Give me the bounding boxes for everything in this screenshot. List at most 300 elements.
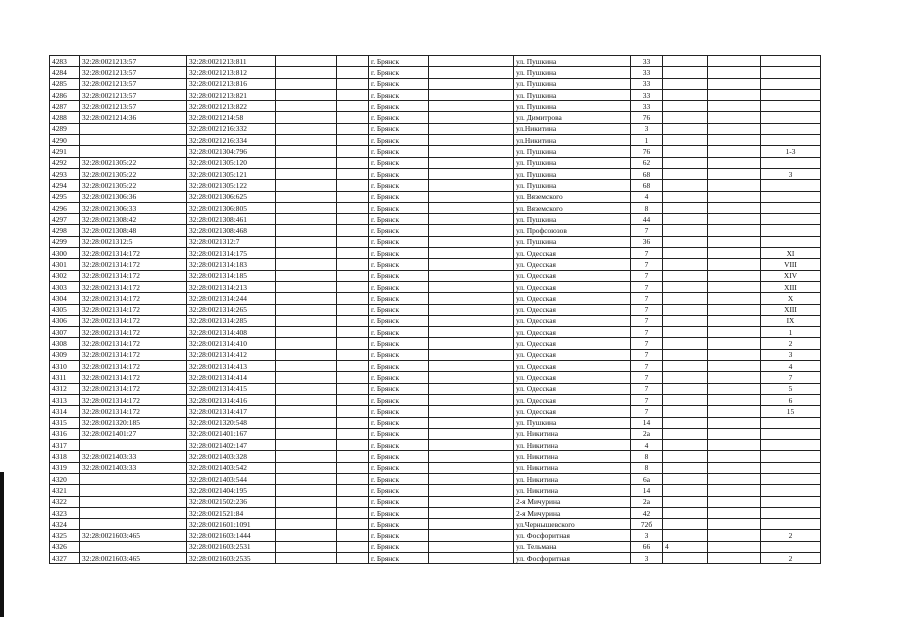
empty-cell: [429, 361, 514, 372]
city-cell: г. Брянск: [369, 372, 429, 383]
empty-cell: [429, 304, 514, 315]
street-cell: ул. Пушкина: [514, 67, 631, 78]
table-row: [50, 473, 821, 484]
cadastral-number-cell: 32:28:0021213:812: [187, 67, 276, 78]
house-number-cell: 66: [631, 541, 663, 552]
empty-cell: [337, 78, 369, 89]
apartment-cell: [761, 541, 821, 552]
cadastral-number-cell: 32:28:0021502:236: [187, 496, 276, 507]
parent-cadastral-number-cell: 32:28:0021320:185: [80, 417, 187, 428]
apartment-cell: [761, 485, 821, 496]
record-number-cell: 4327: [50, 553, 80, 564]
empty-cell: [429, 383, 514, 394]
empty-cell: [276, 146, 337, 157]
house-number-cell: 7: [631, 270, 663, 281]
parent-cadastral-number-cell: 32:28:0021214:36: [80, 112, 187, 123]
apartment-cell: XI: [761, 248, 821, 259]
building-cell: [663, 112, 708, 123]
building-cell: [663, 67, 708, 78]
city-cell: г. Брянск: [369, 451, 429, 462]
empty-cell: [429, 315, 514, 326]
empty-cell: [337, 530, 369, 541]
building-cell: [663, 496, 708, 507]
record-number-cell: 4300: [50, 248, 80, 259]
table-row: [50, 519, 821, 530]
apartment-cell: IX: [761, 315, 821, 326]
building-cell: [663, 473, 708, 484]
parent-cadastral-number-cell: [80, 440, 187, 451]
empty-cell: [276, 440, 337, 451]
cadastral-number-cell: 32:28:0021401:167: [187, 428, 276, 439]
city-cell: г. Брянск: [369, 394, 429, 405]
building-cell: [663, 361, 708, 372]
city-cell: г. Брянск: [369, 248, 429, 259]
house-number-cell: 76: [631, 112, 663, 123]
apartment-cell: X: [761, 293, 821, 304]
street-cell: ул. Одесская: [514, 315, 631, 326]
cadastral-number-cell: 32:28:0021214:58: [187, 112, 276, 123]
empty-cell: [429, 519, 514, 530]
house-number-cell: 14: [631, 485, 663, 496]
house-number-cell: 44: [631, 214, 663, 225]
empty-cell: [337, 462, 369, 473]
street-cell: 2-я Мичурина: [514, 507, 631, 518]
record-number-cell: 4320: [50, 473, 80, 484]
apartment-cell: [761, 191, 821, 202]
table-row: [50, 541, 821, 552]
building-cell: 4: [663, 541, 708, 552]
house-number-cell: 14: [631, 417, 663, 428]
city-cell: г. Брянск: [369, 101, 429, 112]
cadastral-number-cell: 32:28:0021403:328: [187, 451, 276, 462]
scan-edge-mark: [0, 472, 4, 617]
cadastral-number-cell: 32:28:0021216:332: [187, 123, 276, 134]
empty-cell: [276, 496, 337, 507]
empty-cell: [708, 428, 761, 439]
empty-cell: [276, 248, 337, 259]
empty-cell: [708, 202, 761, 213]
empty-cell: [429, 146, 514, 157]
parent-cadastral-number-cell: 32:28:0021314:172: [80, 349, 187, 360]
table-row: [50, 157, 821, 168]
empty-cell: [276, 259, 337, 270]
cadastral-number-cell: 32:28:0021314:410: [187, 338, 276, 349]
building-cell: [663, 135, 708, 146]
empty-cell: [429, 202, 514, 213]
house-number-cell: 8: [631, 202, 663, 213]
table-row: [50, 496, 821, 507]
street-cell: ул. Пушкина: [514, 157, 631, 168]
parent-cadastral-number-cell: [80, 146, 187, 157]
apartment-cell: [761, 135, 821, 146]
empty-cell: [708, 519, 761, 530]
empty-cell: [708, 406, 761, 417]
house-number-cell: 7: [631, 327, 663, 338]
street-cell: ул. Пушкина: [514, 236, 631, 247]
empty-cell: [337, 428, 369, 439]
empty-cell: [429, 101, 514, 112]
house-number-cell: 7: [631, 383, 663, 394]
apartment-cell: [761, 157, 821, 168]
record-number-cell: 4316: [50, 428, 80, 439]
apartment-cell: [761, 417, 821, 428]
house-number-cell: 3: [631, 530, 663, 541]
empty-cell: [429, 372, 514, 383]
city-cell: г. Брянск: [369, 293, 429, 304]
apartment-cell: [761, 225, 821, 236]
table-row: [50, 315, 821, 326]
table-row: [50, 462, 821, 473]
empty-cell: [429, 281, 514, 292]
empty-cell: [337, 394, 369, 405]
cadastral-number-cell: 32:28:0021305:122: [187, 180, 276, 191]
table-row: [50, 101, 821, 112]
street-cell: ул. Никитина: [514, 440, 631, 451]
cadastral-number-cell: 32:28:0021603:2535: [187, 553, 276, 564]
city-cell: г. Брянск: [369, 191, 429, 202]
city-cell: г. Брянск: [369, 56, 429, 67]
empty-cell: [708, 304, 761, 315]
record-number-cell: 4283: [50, 56, 80, 67]
house-number-cell: 7: [631, 304, 663, 315]
empty-cell: [708, 372, 761, 383]
building-cell: [663, 89, 708, 100]
empty-cell: [337, 507, 369, 518]
cadastral-number-cell: 32:28:0021213:822: [187, 101, 276, 112]
building-cell: [663, 146, 708, 157]
city-cell: г. Брянск: [369, 530, 429, 541]
empty-cell: [276, 417, 337, 428]
cadastral-number-cell: 32:28:0021314:213: [187, 281, 276, 292]
house-number-cell: 7: [631, 361, 663, 372]
record-number-cell: 4305: [50, 304, 80, 315]
empty-cell: [337, 338, 369, 349]
street-cell: ул. Вяземского: [514, 191, 631, 202]
parent-cadastral-number-cell: 32:28:0021314:172: [80, 281, 187, 292]
empty-cell: [708, 157, 761, 168]
table-row: [50, 89, 821, 100]
empty-cell: [429, 327, 514, 338]
city-cell: г. Брянск: [369, 553, 429, 564]
empty-cell: [276, 519, 337, 530]
cadastral-number-cell: 32:28:0021402:147: [187, 440, 276, 451]
table-row: [50, 202, 821, 213]
record-number-cell: 4309: [50, 349, 80, 360]
empty-cell: [429, 78, 514, 89]
cadastral-number-cell: 32:28:0021314:265: [187, 304, 276, 315]
empty-cell: [337, 383, 369, 394]
city-cell: г. Брянск: [369, 315, 429, 326]
empty-cell: [337, 361, 369, 372]
house-number-cell: 6а: [631, 473, 663, 484]
parent-cadastral-number-cell: 32:28:0021306:36: [80, 191, 187, 202]
house-number-cell: 4: [631, 440, 663, 451]
building-cell: [663, 304, 708, 315]
empty-cell: [429, 157, 514, 168]
empty-cell: [276, 349, 337, 360]
house-number-cell: 62: [631, 157, 663, 168]
empty-cell: [708, 327, 761, 338]
building-cell: [663, 485, 708, 496]
table-row: [50, 417, 821, 428]
empty-cell: [429, 553, 514, 564]
apartment-cell: [761, 180, 821, 191]
parent-cadastral-number-cell: 32:28:0021308:48: [80, 225, 187, 236]
apartment-cell: 1: [761, 327, 821, 338]
parent-cadastral-number-cell: 32:28:0021314:172: [80, 270, 187, 281]
parent-cadastral-number-cell: [80, 496, 187, 507]
city-cell: г. Брянск: [369, 383, 429, 394]
empty-cell: [337, 180, 369, 191]
empty-cell: [276, 101, 337, 112]
house-number-cell: 7: [631, 315, 663, 326]
empty-cell: [276, 315, 337, 326]
apartment-cell: 7: [761, 372, 821, 383]
empty-cell: [276, 304, 337, 315]
street-cell: ул. Пушкина: [514, 101, 631, 112]
city-cell: г. Брянск: [369, 338, 429, 349]
empty-cell: [429, 440, 514, 451]
record-number-cell: 4291: [50, 146, 80, 157]
empty-cell: [337, 293, 369, 304]
parent-cadastral-number-cell: [80, 473, 187, 484]
street-cell: ул. Одесская: [514, 406, 631, 417]
street-cell: ул. Пушкина: [514, 146, 631, 157]
parent-cadastral-number-cell: 32:28:0021213:57: [80, 56, 187, 67]
empty-cell: [708, 462, 761, 473]
empty-cell: [429, 56, 514, 67]
building-cell: [663, 519, 708, 530]
empty-cell: [337, 451, 369, 462]
record-number-cell: 4284: [50, 67, 80, 78]
empty-cell: [276, 180, 337, 191]
street-cell: ул. Пушкина: [514, 56, 631, 67]
empty-cell: [708, 496, 761, 507]
house-number-cell: 7: [631, 406, 663, 417]
house-number-cell: 2а: [631, 496, 663, 507]
street-cell: ул. Никитина: [514, 473, 631, 484]
empty-cell: [276, 338, 337, 349]
empty-cell: [276, 168, 337, 179]
empty-cell: [337, 191, 369, 202]
parent-cadastral-number-cell: 32:28:0021213:57: [80, 101, 187, 112]
parent-cadastral-number-cell: 32:28:0021213:57: [80, 89, 187, 100]
cadastral-number-cell: 32:28:0021314:415: [187, 383, 276, 394]
record-number-cell: 4294: [50, 180, 80, 191]
empty-cell: [429, 225, 514, 236]
building-cell: [663, 383, 708, 394]
table-row: [50, 507, 821, 518]
house-number-cell: 33: [631, 78, 663, 89]
empty-cell: [276, 56, 337, 67]
empty-cell: [708, 112, 761, 123]
table-row: [50, 123, 821, 134]
empty-cell: [337, 168, 369, 179]
house-number-cell: 33: [631, 89, 663, 100]
city-cell: г. Брянск: [369, 67, 429, 78]
record-number-cell: 4319: [50, 462, 80, 473]
parent-cadastral-number-cell: 32:28:0021314:172: [80, 248, 187, 259]
record-number-cell: 4292: [50, 157, 80, 168]
building-cell: [663, 270, 708, 281]
empty-cell: [276, 473, 337, 484]
empty-cell: [337, 56, 369, 67]
empty-cell: [337, 135, 369, 146]
house-number-cell: 2а: [631, 428, 663, 439]
street-cell: ул. Тельмана: [514, 541, 631, 552]
house-number-cell: 7: [631, 349, 663, 360]
city-cell: г. Брянск: [369, 112, 429, 123]
empty-cell: [708, 541, 761, 552]
record-number-cell: 4303: [50, 281, 80, 292]
cadastral-number-cell: 32:28:0021314:175: [187, 248, 276, 259]
building-cell: [663, 248, 708, 259]
record-number-cell: 4285: [50, 78, 80, 89]
street-cell: ул. Одесская: [514, 394, 631, 405]
city-cell: г. Брянск: [369, 89, 429, 100]
empty-cell: [276, 361, 337, 372]
cadastral-number-cell: 32:28:0021305:121: [187, 168, 276, 179]
table-row: [50, 78, 821, 89]
empty-cell: [337, 496, 369, 507]
empty-cell: [429, 89, 514, 100]
apartment-cell: XIII: [761, 281, 821, 292]
empty-cell: [337, 304, 369, 315]
parent-cadastral-number-cell: 32:28:0021312:5: [80, 236, 187, 247]
cadastral-number-cell: 32:28:0021314:185: [187, 270, 276, 281]
empty-cell: [708, 123, 761, 134]
parent-cadastral-number-cell: 32:28:0021213:57: [80, 67, 187, 78]
table-row: [50, 553, 821, 564]
street-cell: ул. Никитина: [514, 451, 631, 462]
street-cell: ул.Чернышевского: [514, 519, 631, 530]
empty-cell: [337, 519, 369, 530]
empty-cell: [429, 451, 514, 462]
empty-cell: [337, 372, 369, 383]
apartment-cell: [761, 519, 821, 530]
record-number-cell: 4288: [50, 112, 80, 123]
empty-cell: [276, 67, 337, 78]
apartment-cell: 4: [761, 361, 821, 372]
record-number-cell: 4318: [50, 451, 80, 462]
cadastral-number-cell: 32:28:0021306:625: [187, 191, 276, 202]
table-row: [50, 146, 821, 157]
record-number-cell: 4326: [50, 541, 80, 552]
street-cell: ул. Одесская: [514, 281, 631, 292]
table-row: [50, 293, 821, 304]
city-cell: г. Брянск: [369, 304, 429, 315]
house-number-cell: 8: [631, 462, 663, 473]
record-number-cell: 4311: [50, 372, 80, 383]
table-row: [50, 248, 821, 259]
empty-cell: [276, 214, 337, 225]
empty-cell: [337, 406, 369, 417]
apartment-cell: [761, 78, 821, 89]
empty-cell: [708, 281, 761, 292]
street-cell: ул. Пушкина: [514, 214, 631, 225]
empty-cell: [276, 293, 337, 304]
empty-cell: [708, 146, 761, 157]
building-cell: [663, 202, 708, 213]
building-cell: [663, 451, 708, 462]
cadastral-number-cell: 32:28:0021601:1091: [187, 519, 276, 530]
empty-cell: [708, 270, 761, 281]
record-number-cell: 4295: [50, 191, 80, 202]
apartment-cell: 2: [761, 338, 821, 349]
empty-cell: [708, 225, 761, 236]
table-row: [50, 304, 821, 315]
empty-cell: [429, 180, 514, 191]
building-cell: [663, 157, 708, 168]
building-cell: [663, 123, 708, 134]
record-number-cell: 4302: [50, 270, 80, 281]
record-number-cell: 4293: [50, 168, 80, 179]
empty-cell: [429, 485, 514, 496]
building-cell: [663, 530, 708, 541]
parent-cadastral-number-cell: [80, 519, 187, 530]
apartment-cell: [761, 473, 821, 484]
city-cell: г. Брянск: [369, 361, 429, 372]
parent-cadastral-number-cell: 32:28:0021603:465: [80, 553, 187, 564]
cadastral-number-cell: 32:28:0021314:414: [187, 372, 276, 383]
empty-cell: [337, 67, 369, 78]
empty-cell: [337, 101, 369, 112]
city-cell: г. Брянск: [369, 281, 429, 292]
empty-cell: [429, 112, 514, 123]
empty-cell: [708, 101, 761, 112]
record-number-cell: 4304: [50, 293, 80, 304]
table-row: [50, 236, 821, 247]
cadastral-number-cell: 32:28:0021213:816: [187, 78, 276, 89]
table-row: [50, 372, 821, 383]
table-row: [50, 485, 821, 496]
apartment-cell: [761, 496, 821, 507]
cadastral-number-cell: 32:28:0021603:2531: [187, 541, 276, 552]
apartment-cell: 1-3: [761, 146, 821, 157]
table-row: [50, 56, 821, 67]
street-cell: ул. Одесская: [514, 270, 631, 281]
parent-cadastral-number-cell: 32:28:0021314:172: [80, 372, 187, 383]
empty-cell: [708, 394, 761, 405]
table-row: [50, 191, 821, 202]
empty-cell: [429, 191, 514, 202]
empty-cell: [276, 89, 337, 100]
building-cell: [663, 349, 708, 360]
street-cell: ул. Одесская: [514, 293, 631, 304]
parent-cadastral-number-cell: 32:28:0021314:172: [80, 406, 187, 417]
city-cell: г. Брянск: [369, 519, 429, 530]
record-number-cell: 4315: [50, 417, 80, 428]
building-cell: [663, 440, 708, 451]
table-row: [50, 67, 821, 78]
empty-cell: [337, 553, 369, 564]
empty-cell: [337, 236, 369, 247]
cadastral-number-cell: 32:28:0021314:412: [187, 349, 276, 360]
apartment-cell: [761, 507, 821, 518]
empty-cell: [337, 202, 369, 213]
street-cell: ул. Пушкина: [514, 78, 631, 89]
city-cell: г. Брянск: [369, 507, 429, 518]
city-cell: г. Брянск: [369, 440, 429, 451]
parent-cadastral-number-cell: 32:28:0021306:33: [80, 202, 187, 213]
city-cell: г. Брянск: [369, 473, 429, 484]
house-number-cell: 76: [631, 146, 663, 157]
parent-cadastral-number-cell: 32:28:0021403:33: [80, 462, 187, 473]
building-cell: [663, 315, 708, 326]
cadastral-number-cell: 32:28:0021403:542: [187, 462, 276, 473]
table-row: [50, 338, 821, 349]
street-cell: ул. Фосфоритная: [514, 530, 631, 541]
